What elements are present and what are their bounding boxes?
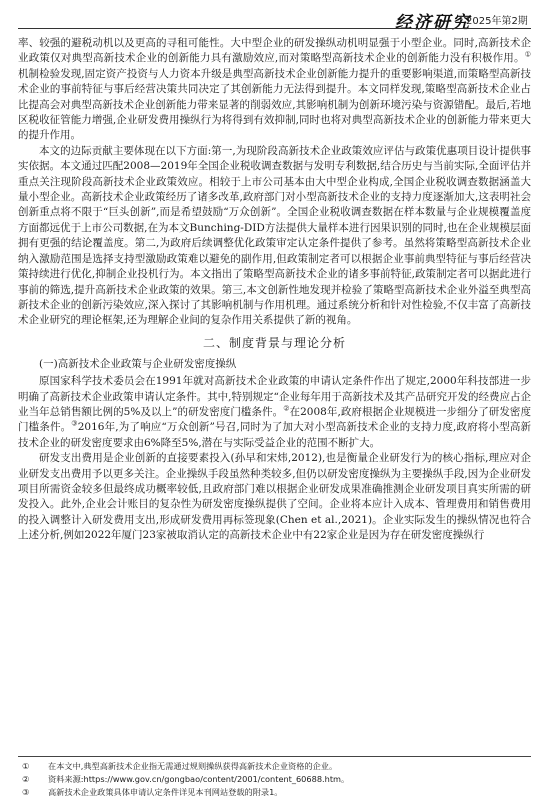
subsection-heading: (一)高新技术企业政策与企业研发密度操纵 [39,357,237,370]
journal-logo: 经济研究 [395,13,471,33]
paragraph-findings: 率、较强的避税动机以及更高的寻租可能性。大中型企业的研发操纵动机明显强于小型企业。同时,高新技术企业政策仅对典型高新技术企业的创新能力具有激励效应,而对策略型高新技术企业的创新能力没有积极作用。①机制检验发现,固定资产投资与人力资本升级是典型高新技术企业创新能力提升的重要影响渠道,而策略型高新技术企业的事前特征与事后经营决策共同决定了其创新能力无法得到提升。本文同样发现,策略型高新技术企业占比提高会对典型高新技术企业创新能力带来显著的削弱效应,其影响机制为创新环境污染与资源错配。最后,若地区税收征管能力增强,企业研发费用操纵行为将得到有效抑制,同时也将对典型高新技术企业的创新能力带来更大的提升作用。 [18,37,531,142]
footnote-ref-2: ② [283,404,290,413]
section-heading: 二、制度背景与理论分析 [202,335,346,350]
article-body [18,36,531,544]
footnote-2: ② 资料来源:https://www.gov.cn/gongbao/content/2001/content_60688.htm。 [22,774,350,784]
footnotes [18,760,531,799]
paragraph-contributions: 本文的边际贡献主要体现在以下方面:第一,为现阶段高新技术企业政策效应评估与政策优惠项目设计提供事实依据。本文通过匹配2008—2019年全国企业税收调查数据与发明专利数据,结合历史与当前实际,全面评估并重点关注现阶段高新技术企业政策效应。相较于上市公司基本由大中型企业构成,全国企业税收调查数据涵盖大量小型企业。高新技术企业政策经历了诸多改革,政府部门对小型高新技术企业的支持力度逐渐加大,这表明社会创新重点将不限于“巨头创新”,而是希望鼓励“万众创新”。全国企业税收调查数据在样本数量与企业规模覆盖度方面都远优于上市公司数据,在为本文Bunching-DID方法提供大量样本进行因果识别的同时,也在企业规模层面拥有更强的结论覆盖度。第二,为政府后续调整优化政策审定认定条件提供了参考。虽然将策略型高新技术企业纳入激励范围是选择支持型激励政策难以避免的副作用,但政策制定者可以根据企业事前典型特征与事后经营决策持续进行优化,抑制企业投机行为。本文指出了策略型高新技术企业的诸多事前特征,政策制定者可以据此进行事前的筛选,提升高新技术企业政策的效果。第三,本文创新性地发现并检验了策略型高新技术企业外溢至典型高新技术企业的创新污染效应,深入探讨了其影响机制与作用机理。通过系统分析和针对性检验,不仅丰富了高新技术企业研究的理论框架,还为理解企业间的复杂作用关系提供了新的视角。 [18,144,531,327]
footnote-rule [18,756,531,757]
issue-label: 2025年第2期 [466,16,528,27]
footnote-ref-3: ③ [71,419,78,428]
footnote-3: ③ 高新技术企业政策具体申请认定条件详见本刊网站登载的附录1。 [22,787,283,797]
paragraph-policy-history: 原国家科学技术委员会在1991年就对高新技术企业政策的申请认定条件作出了规定,2000年科技部进一步明确了高新技术企业政策申请认定条件。其中,特别规定“企业每年用于高新技术及其产品研究开发的经费应占企业当年总销售额比例的5%及以上”的研发密度门槛条件。②在2008年,政府根据企业规模进一步细分了研发密度门槛条件。③2016年,为了响应“万众创新”号召,同时为了加大对小型高新技术企业的支持力度,政府将小型高新技术企业的研发密度要求由6%降至5%,潜在与实际受益企业的范围不断扩大。 [18,375,532,449]
footnote-1: ① 在本文中,典型高新技术企业指无需通过规则操纵获得高新技术企业资格的企业。 [22,761,338,771]
footnote-ref-1: ① [524,50,531,59]
header-rule [18,28,531,29]
paragraph-rd-manipulation: 研发支出费用是企业创新的直接要素投入(孙早和宋炜,2012),也是衡量企业研发行为的核心指标,理应对企业研发支出费用予以更多关注。企业操纵手段虽然种类较多,但仍以研发密度操纵为主要操纵手段,因为企业研发项目所需资金较多但最终成功概率较低,且政府部门难以根据企业研发成果准确推测企业研发项目真实所需的研发投入。此外,企业会计账目的复杂性为研发密度操纵提供了空间。企业将本应计入成本、管理费用和销售费用的投入调整计入研发费用支出,形成研发费用再标签现象(Chen et al.,2021)。企业实际发生的操纵情况也符合上述分析,例如2022年厦门23家被取消认定的高新技术企业中有22家企业是因为存在研发密度操纵行 [18,452,531,542]
page-header [0,0,549,32]
